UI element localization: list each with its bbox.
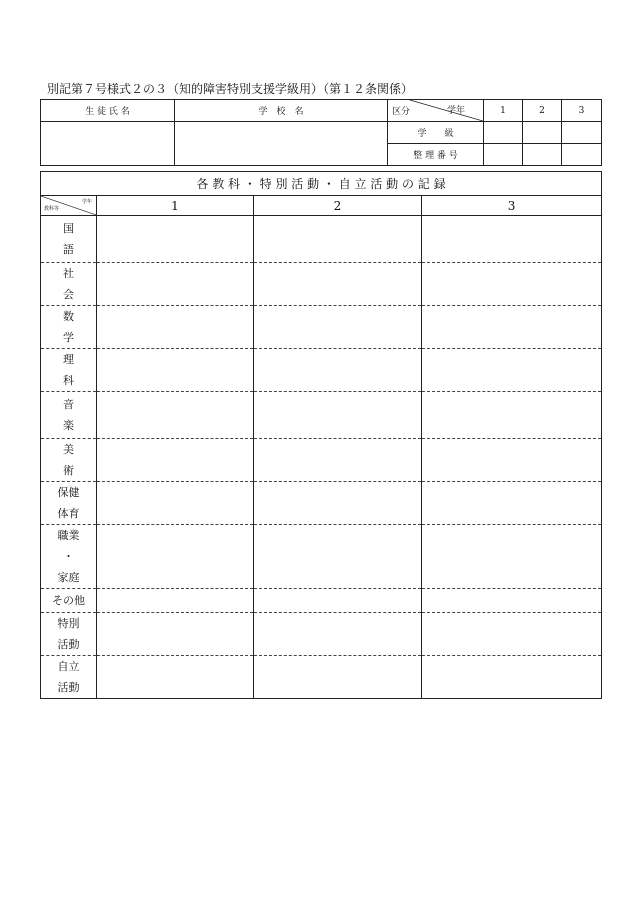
record-cell[interactable] — [422, 439, 602, 482]
subject-other: その他 — [41, 589, 97, 613]
student-name-label: 生 徒 氏 名 — [41, 100, 175, 122]
record-cell[interactable] — [97, 216, 254, 263]
record-cell[interactable] — [254, 439, 422, 482]
record-cell[interactable] — [97, 589, 254, 613]
subject-independence-activities: 自立 活動 — [41, 656, 97, 699]
student-info-table — [40, 99, 602, 166]
subject-year-corner — [41, 196, 97, 216]
record-cell[interactable] — [97, 482, 254, 525]
record-cell[interactable] — [422, 482, 602, 525]
serial-year-2-field[interactable] — [523, 144, 562, 166]
record-cell[interactable] — [97, 392, 254, 439]
record-year-3-header: 3 — [422, 196, 602, 216]
record-cell[interactable] — [422, 392, 602, 439]
subject-vocational-home: 職業 ・ 家庭 — [41, 525, 97, 589]
class-year-2-field[interactable] — [523, 122, 562, 144]
subject-music: 音 楽 — [41, 392, 97, 439]
record-cell[interactable] — [422, 613, 602, 656]
grade-label: 学年 — [446, 106, 465, 116]
division-label: 区分 — [392, 107, 411, 117]
student-name-field[interactable] — [41, 122, 175, 166]
record-cell[interactable] — [422, 349, 602, 392]
subject-art: 美 術 — [41, 439, 97, 482]
record-cell[interactable] — [254, 525, 422, 589]
record-cell[interactable] — [422, 306, 602, 349]
record-cell[interactable] — [422, 216, 602, 263]
record-cell[interactable] — [97, 306, 254, 349]
subject-health-pe: 保健 体育 — [41, 482, 97, 525]
record-cell[interactable] — [97, 439, 254, 482]
year-1-header: 1 — [484, 100, 523, 122]
school-name-field[interactable] — [175, 122, 388, 166]
class-year-3-field[interactable] — [562, 122, 602, 144]
subject-social: 社 会 — [41, 263, 97, 306]
record-year-1-header: 1 — [97, 196, 254, 216]
class-label: 学 級 — [388, 122, 484, 144]
subject-science: 理 科 — [41, 349, 97, 392]
record-cell[interactable] — [97, 349, 254, 392]
record-cell[interactable] — [254, 656, 422, 699]
record-cell[interactable] — [254, 349, 422, 392]
record-cell[interactable] — [422, 589, 602, 613]
record-cell[interactable] — [422, 263, 602, 306]
form-caption: 別記第７号様式２の３（知的障害特別支援学級用）（第１２条関係） — [47, 82, 414, 96]
subject-math: 数 学 — [41, 306, 97, 349]
school-name-label: 学 校 名 — [175, 100, 388, 122]
record-cell[interactable] — [97, 656, 254, 699]
record-cell[interactable] — [422, 656, 602, 699]
record-cell[interactable] — [254, 392, 422, 439]
record-title: 各 教 科 ・ 特 別 活 動 ・ 自 立 活 動 の 記 録 — [41, 172, 602, 196]
year-3-header: 3 — [562, 100, 602, 122]
serial-year-1-field[interactable] — [484, 144, 523, 166]
class-year-1-field[interactable] — [484, 122, 523, 144]
record-cell[interactable] — [254, 263, 422, 306]
record-cell[interactable] — [97, 525, 254, 589]
corner-subject-label: 教科等 — [44, 206, 60, 212]
subject-japanese: 国 語 — [41, 216, 97, 263]
division-grade-header — [388, 100, 484, 122]
record-cell[interactable] — [254, 482, 422, 525]
record-cell[interactable] — [97, 263, 254, 306]
serial-label: 整 理 番 号 — [388, 144, 484, 166]
record-cell[interactable] — [254, 216, 422, 263]
record-cell[interactable] — [422, 525, 602, 589]
record-cell[interactable] — [97, 613, 254, 656]
subject-special-activities: 特別 活動 — [41, 613, 97, 656]
record-cell[interactable] — [254, 589, 422, 613]
record-cell[interactable] — [254, 306, 422, 349]
record-cell[interactable] — [254, 613, 422, 656]
year-2-header: 2 — [523, 100, 562, 122]
record-table — [40, 171, 602, 699]
record-year-2-header: 2 — [254, 196, 422, 216]
corner-year-label: 学年 — [81, 199, 92, 205]
serial-year-3-field[interactable] — [562, 144, 602, 166]
